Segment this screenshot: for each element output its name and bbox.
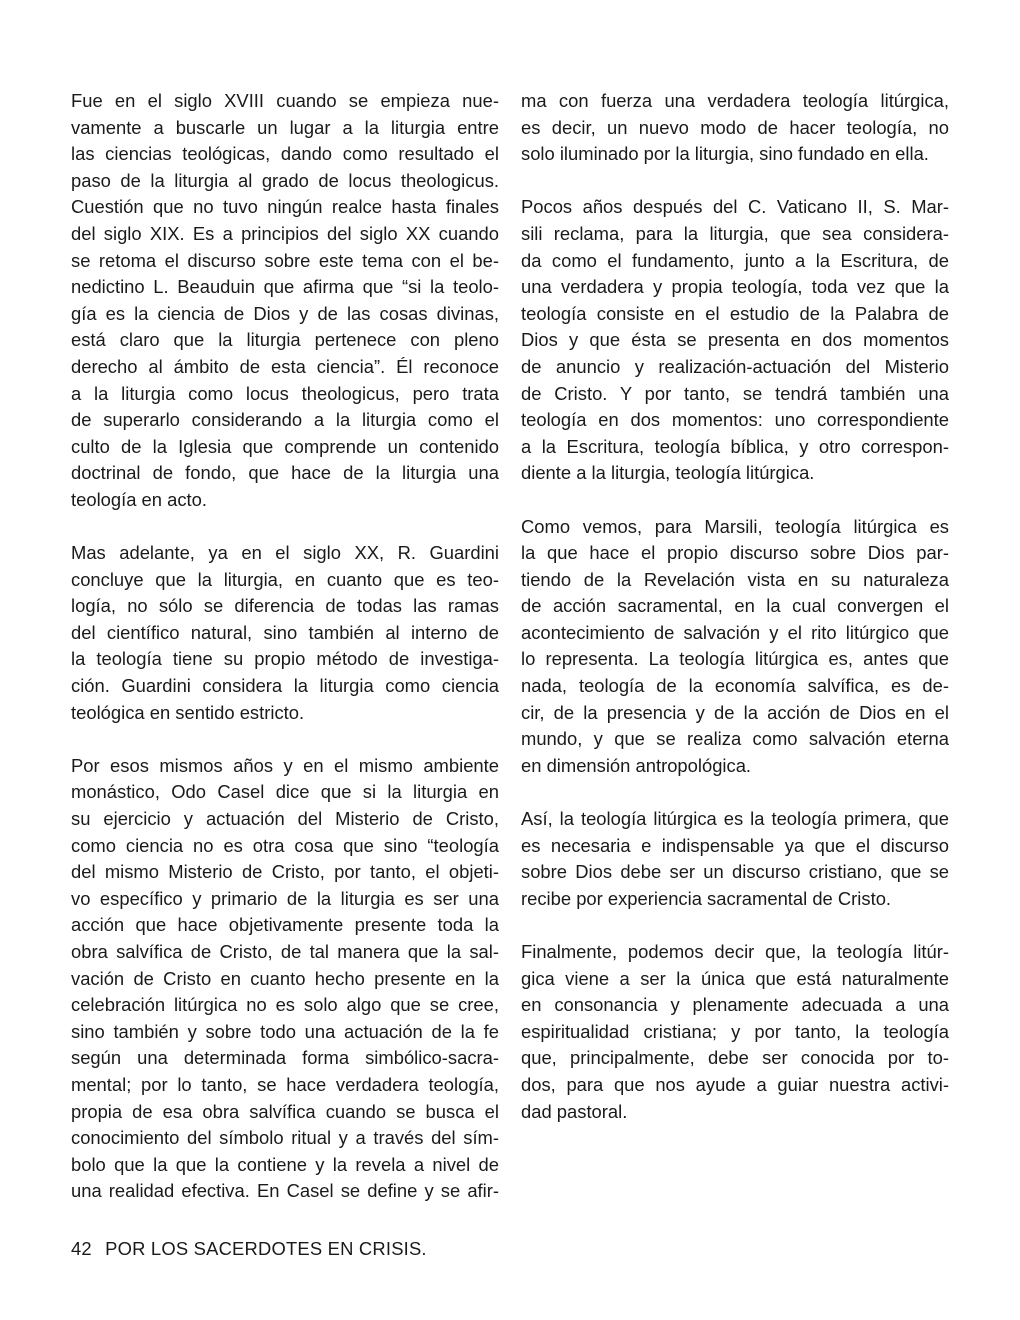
text-line: de Cristo. Y por tanto, se tendrá también una: [521, 382, 949, 404]
paragraph: [71, 540, 499, 726]
text-line: del mismo Misterio de Cristo, por tanto, el objeti-: [71, 861, 499, 883]
text-line: está claro que la liturgia pertenece con pleno: [71, 329, 499, 351]
text-line: espiritualidad cristiana; y por tanto, la teología: [521, 1020, 949, 1042]
text-line: gica viene a ser la única que está naturalmente: [521, 967, 949, 989]
text-line: de acción sacramental, en la cual convergen el: [521, 595, 949, 617]
text-line: logía, no sólo se diferencia de todas las ramas: [71, 595, 499, 617]
text-line: cir, de la presencia y de la acción de Dios en el: [521, 701, 949, 723]
text-line: celebración litúrgica no es solo algo que se cree,: [71, 994, 499, 1016]
paragraph: [71, 88, 499, 514]
text-line: una realidad efectiva. En Casel se define y se afir-: [71, 1180, 499, 1202]
text-line: nada, teología de la economía salvífica, es de-: [521, 675, 949, 697]
text-line: Cuestión que no tuvo ningún realce hasta finales: [71, 196, 499, 218]
text-line: del científico natural, sino también al interno de: [71, 621, 499, 643]
text-line: solo iluminado por la liturgia, sino fundado en ella.: [521, 143, 929, 165]
text-line: Dios y que ésta se presenta en dos momentos: [521, 329, 949, 351]
text-line: Por esos mismos años y en el mismo ambiente: [71, 754, 499, 776]
left-text-column: [71, 88, 499, 1205]
text-line: teología consiste en el estudio de la Palabra de: [521, 302, 949, 324]
paragraph-gap: [521, 779, 949, 806]
text-line: diente a la liturgia, teología litúrgica.: [521, 462, 815, 484]
text-line: sobre Dios debe ser un discurso cristiano, que se: [521, 861, 949, 883]
text-line: Finalmente, podemos decir que, la teología litúr-: [521, 941, 949, 962]
text-line: sili reclama, para la liturgia, que sea considera-: [521, 222, 949, 244]
text-line: paso de la liturgia al grado de locus theologicus.: [71, 169, 499, 191]
paragraph: [521, 939, 949, 1125]
text-line: obra salvífica de Cristo, de tal manera que la sal-: [71, 941, 499, 962]
text-line: tiendo de la Revelación vista en su naturaleza: [521, 568, 949, 590]
text-line: es necesaria e indispensable ya que el discurso: [521, 834, 949, 856]
text-line: dad pastoral.: [521, 1100, 628, 1122]
text-line: vación de Cristo en cuanto hecho presente en la: [71, 967, 499, 989]
text-line: teológica en sentido estricto.: [71, 701, 305, 723]
text-line: dos, para que nos ayude a guiar nuestra activi-: [521, 1073, 949, 1095]
text-line: ma con fuerza una verdadera teología litúrgica,: [521, 90, 949, 111]
text-line: las ciencias teológicas, dando como resultado el: [71, 143, 499, 165]
text-line: Pocos años después del C. Vaticano II, S. Mar-: [521, 196, 949, 218]
text-line: vo específico y primario de la liturgia es ser una: [71, 887, 499, 909]
text-line: mundo, y que se realiza como salvación eterna: [521, 728, 949, 750]
text-line: bolo que la que la contiene y la revela a nivel de: [71, 1153, 499, 1175]
text-line: su ejercicio y actuación del Misterio de Cristo,: [71, 808, 499, 830]
paragraph-gap: [71, 514, 499, 541]
paragraph: [521, 514, 949, 780]
paragraph-gap: [521, 487, 949, 514]
text-line: a la liturgia como locus theologicus, pero trata: [71, 382, 499, 404]
text-line: acción que hace objetivamente presente toda la: [71, 914, 499, 936]
text-line: monástico, Odo Casel dice que si la liturgia en: [71, 781, 499, 803]
paragraph: [71, 753, 499, 1205]
paragraph: [521, 194, 949, 487]
text-line: en consonancia y plenamente adecuada a una: [521, 994, 949, 1016]
text-line: que, principalmente, debe ser conocida por to-: [521, 1047, 949, 1069]
text-line: teología en dos momentos: uno correspondiente: [521, 409, 949, 431]
text-line: de anuncio y realización-actuación del Misterio: [521, 355, 949, 377]
paragraph: [521, 88, 949, 168]
paragraph-gap: [521, 912, 949, 939]
text-line: recibe por experiencia sacramental de Cristo.: [521, 887, 892, 909]
paragraph-gap: [521, 168, 949, 195]
paragraph-gap: [71, 726, 499, 753]
text-line: Así, la teología litúrgica es la teología primera, que: [521, 808, 949, 830]
text-line: ción. Guardini considera la liturgia como ciencia: [71, 675, 499, 697]
right-text-column: [521, 88, 949, 1125]
text-line: a la Escritura, teología bíblica, y otro correspon-: [521, 435, 949, 457]
text-line: doctrinal de fondo, que hace de la liturgia una: [71, 462, 499, 484]
page-footer: [71, 1237, 427, 1261]
page-number: 42: [71, 1238, 92, 1259]
text-line: conocimiento del símbolo ritual y a través del sím-: [71, 1127, 499, 1149]
running-title: POR LOS SACERDOTES EN CRISIS.: [105, 1238, 427, 1259]
text-line: teología en acto.: [71, 488, 207, 510]
text-line: según una determinada forma simbólico-sacra-: [71, 1047, 499, 1069]
text-line: en dimensión antropológica.: [521, 754, 752, 776]
text-line: la teología tiene su propio método de investiga-: [71, 648, 499, 670]
text-line: propia de esa obra salvífica cuando se busca el: [71, 1100, 499, 1122]
text-line: culto de la Iglesia que comprende un contenido: [71, 435, 499, 457]
text-line: es decir, un nuevo modo de hacer teología, no: [521, 116, 949, 138]
text-line: Como vemos, para Marsili, teología litúrgica es: [521, 515, 949, 537]
text-line: Mas adelante, ya en el siglo XX, R. Guardini: [71, 542, 499, 564]
text-line: nedictino L. Beauduin que afirma que “si la teolo-: [71, 276, 499, 298]
text-line: derecho al ámbito de esta ciencia”. Él reconoce: [71, 355, 499, 377]
text-line: sino también y sobre todo una actuación de la fe: [71, 1020, 499, 1042]
text-line: lo representa. La teología litúrgica es, antes que: [521, 648, 949, 670]
text-line: como ciencia no es otra cosa que sino “teología: [71, 834, 499, 856]
text-line: gía es la ciencia de Dios y de las cosas divinas,: [71, 302, 499, 324]
text-line: concluye que la liturgia, en cuanto que es teo-: [71, 568, 499, 590]
paragraph: [521, 806, 949, 912]
text-line: acontecimiento de salvación y el rito litúrgico que: [521, 621, 949, 643]
text-line: se retoma el discurso sobre este tema con el be-: [71, 249, 499, 271]
text-line: vamente a buscarle un lugar a la liturgia entre: [71, 116, 499, 138]
text-line: del siglo XIX. Es a principios del siglo XX cuando: [71, 222, 499, 244]
text-line: de superarlo considerando a la liturgia como el: [71, 409, 499, 431]
text-line: Fue en el siglo XVIII cuando se empieza nue-: [71, 90, 499, 111]
text-line: la que hace el propio discurso sobre Dios par-: [521, 542, 949, 564]
text-line: da como el fundamento, junto a la Escritura, de: [521, 249, 949, 271]
text-line: una verdadera y propia teología, toda vez que la: [521, 276, 949, 298]
text-line: mental; por lo tanto, se hace verdadera teología,: [71, 1073, 499, 1095]
